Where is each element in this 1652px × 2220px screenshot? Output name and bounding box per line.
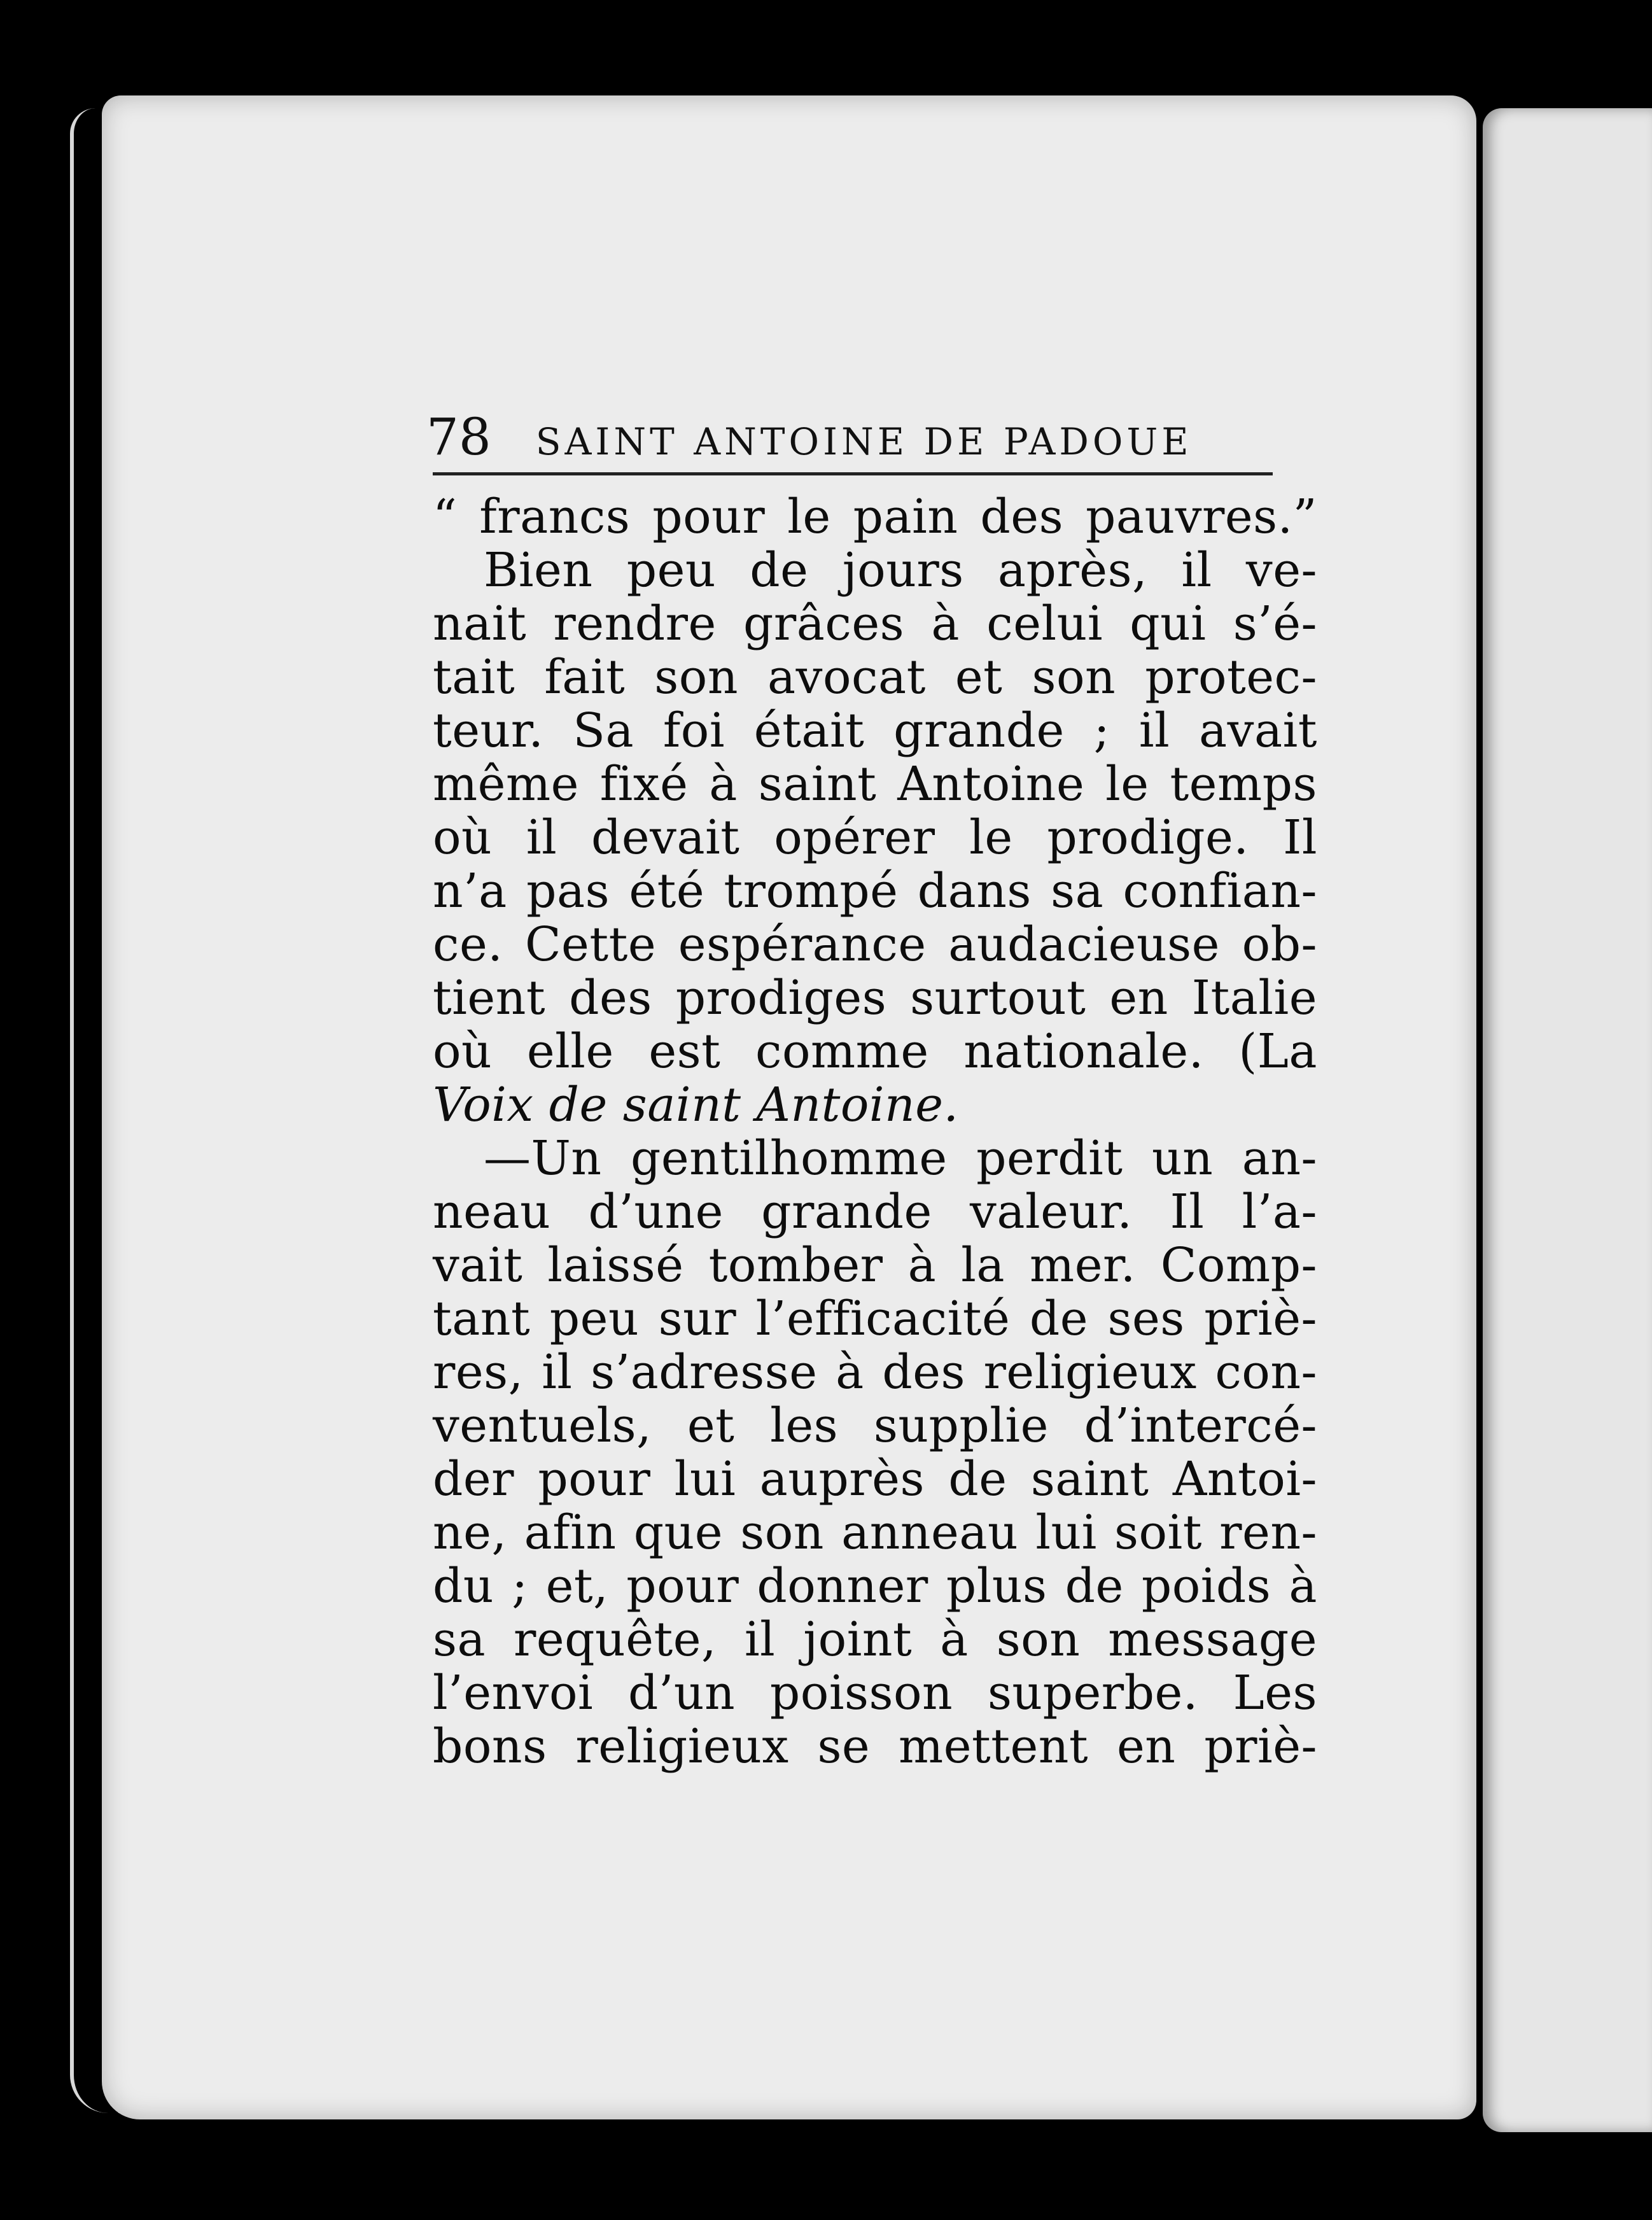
page-number: 78 (426, 407, 491, 467)
right-page-edge (1483, 108, 1652, 2132)
text-line: “ francs pour le pain des pauvres.” (433, 489, 1317, 544)
running-head-title: SAINT ANTOINE DE PADOUE (535, 420, 1193, 463)
text-line: tant peu sur l’efficacité de ses priè- (433, 1291, 1317, 1346)
text-line-italic: Voix de saint Antoine. (433, 1078, 959, 1132)
text-line: où elle est comme nationale. (La (433, 1024, 1317, 1079)
header-rule (433, 472, 1273, 475)
text-line: res, il s’adresse à des religieux con- (433, 1345, 1317, 1400)
text-line: nait rendre grâces à celui qui s’é- (433, 596, 1317, 651)
text-line: tient des prodiges surtout en Italie (433, 971, 1317, 1025)
text-line: der pour lui auprès de saint Antoi- (433, 1452, 1317, 1507)
running-head (426, 407, 1292, 467)
text-line: ce. Cette espérance audacieuse ob- (433, 917, 1317, 972)
body-text (433, 490, 1317, 1773)
text-line: n’a pas été trompé dans sa confian- (433, 864, 1317, 918)
text-line: ne, afin que son anneau lui soit ren- (433, 1505, 1317, 1560)
text-line: sa requête, il joint à son message (433, 1612, 1317, 1667)
text-line: bons religieux se mettent en priè- (433, 1719, 1317, 1774)
text-line: Bien peu de jours après, il ve- (484, 543, 1317, 598)
text-line: ventuels, et les supplie d’intercé- (433, 1398, 1317, 1453)
text-line: —Un gentilhomme perdit un an- (484, 1131, 1317, 1186)
text-line: où il devait opérer le prodige. Il (433, 810, 1317, 865)
text-line: même fixé à saint Antoine le temps (433, 757, 1317, 811)
text-line: neau d’une grande valeur. Il l’a- (433, 1184, 1317, 1239)
text-line: teur. Sa foi était grande ; il avait (433, 703, 1317, 758)
text-line: du ; et, pour donner plus de poids à (433, 1559, 1317, 1613)
text-line: vait laissé tomber à la mer. Comp- (433, 1238, 1317, 1293)
text-line: tait fait son avocat et son protec- (433, 650, 1317, 705)
text-line: l’envoi d’un poisson superbe. Les (433, 1666, 1317, 1720)
